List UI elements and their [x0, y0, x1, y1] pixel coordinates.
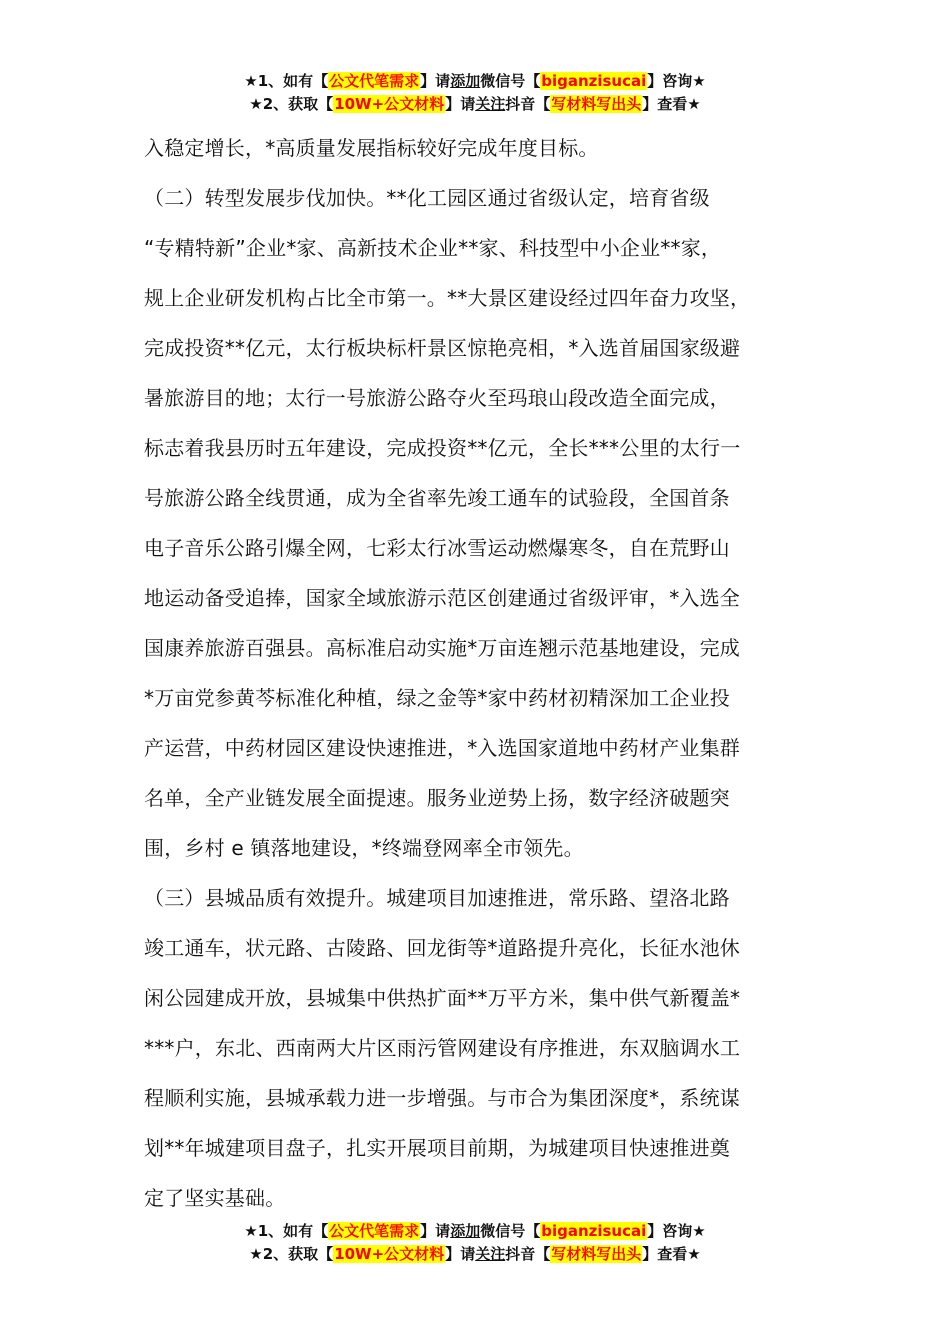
body-text-line: （三）县城品质有效提升。城建项目加速推进，常乐路、望洛北路 — [144, 886, 730, 910]
body-text-line: 入稳定增长，*高质量发展指标较好完成年度目标。 — [144, 136, 599, 160]
body-text-line: 地运动备受追捧，国家全域旅游示范区创建通过省级评审，*入选全 — [144, 586, 740, 610]
highlight-text: 公文代笔需求 — [329, 1222, 420, 1240]
banner-text: 抖音【 — [505, 1245, 551, 1263]
body-text-line: 规上企业研发机构占比全市第一。**大景区建设经过四年奋力攻坚， — [144, 286, 751, 310]
body-text-line: 电子音乐公路引爆全网，七彩太行冰雪运动燃爆寒冬，自在荒野山 — [144, 536, 730, 560]
douyin-id-highlight: 写材料写出头 — [551, 1245, 642, 1263]
footer-banner — [0, 1220, 950, 1266]
body-text-line: ***户，东北、西南两大片区雨污管网建设有序推进，东双脑调水工 — [144, 1036, 741, 1060]
banner-text: 】咨询★ — [647, 72, 706, 90]
body-text-line: （二）转型发展步伐加快。**化工园区通过省级认定，培育省级 — [144, 186, 710, 210]
body-text-line: 名单，全产业链发展全面提速。服务业逆势上扬，数字经济破题突 — [144, 786, 730, 810]
douyin-id-highlight: 写材料写出头 — [551, 95, 642, 113]
highlight-text: 公文代笔需求 — [329, 72, 420, 90]
banner-text: 】查看★ — [642, 95, 701, 113]
body-text-line: 程顺利实施，县城承载力进一步增强。与市合为集团深度*，系统谋 — [144, 1086, 740, 1110]
wechat-id-highlight: biganzisucai — [541, 72, 647, 90]
banner-line-2 — [0, 93, 950, 116]
body-text-line: “专精特新”企业*家、高新技术企业**家、科技型中小企业**家， — [144, 236, 722, 260]
wechat-id-highlight: biganzisucai — [541, 1222, 647, 1240]
document-body — [144, 123, 824, 1223]
banner-text: 抖音【 — [505, 95, 551, 113]
underlined-text: 关注 — [475, 95, 506, 113]
banner-line-2 — [0, 1243, 950, 1266]
banner-text: ★1、如有【 — [244, 1222, 329, 1240]
body-text-line: 号旅游公路全线贯通，成为全省率先竣工通车的试验段，全国首条 — [144, 486, 730, 510]
banner-text: 】咨询★ — [647, 1222, 706, 1240]
banner-text: 】请 — [420, 1222, 451, 1240]
body-text-line: 围，乡村 e 镇落地建设，*终端登网率全市领先。 — [144, 836, 584, 860]
body-text-line: 完成投资**亿元，太行板块标杆景区惊艳亮相，*入选首届国家级避 — [144, 336, 741, 360]
banner-text: 微信号【 — [480, 72, 541, 90]
body-text-line: 闲公园建成开放，县城集中供热扩面**万平方米，集中供气新覆盖* — [144, 986, 741, 1010]
banner-text: 微信号【 — [480, 1222, 541, 1240]
banner-text: 】请 — [445, 1245, 476, 1263]
body-text-line: 定了坚实基础。 — [144, 1186, 286, 1210]
body-text-line: 国康养旅游百强县。高标准启动实施*万亩连翘示范基地建设，完成 — [144, 636, 740, 660]
banner-line-1 — [0, 70, 950, 93]
banner-text: ★2、获取【 — [249, 1245, 334, 1263]
header-banner — [0, 70, 950, 116]
banner-line-1 — [0, 1220, 950, 1243]
highlight-text: 10W+公文材料 — [334, 95, 445, 113]
underlined-text: 添加 — [450, 72, 481, 90]
body-text-line: 标志着我县历时五年建设，完成投资**亿元，全长***公里的太行一 — [144, 436, 741, 460]
banner-text: 】请 — [420, 72, 451, 90]
banner-text: ★2、获取【 — [249, 95, 334, 113]
body-text-line: 竣工通车，状元路、古陵路、回龙街等*道路提升亮化，长征水池休 — [144, 936, 740, 960]
banner-text: 】查看★ — [642, 1245, 701, 1263]
body-text-line: 划**年城建项目盘子，扎实开展项目前期，为城建项目快速推进奠 — [144, 1136, 730, 1160]
underlined-text: 添加 — [450, 1222, 481, 1240]
banner-text: ★1、如有【 — [244, 72, 329, 90]
underlined-text: 关注 — [475, 1245, 506, 1263]
highlight-text: 10W+公文材料 — [334, 1245, 445, 1263]
body-text-line: 产运营，中药材园区建设快速推进，*入选国家道地中药材产业集群 — [144, 736, 740, 760]
banner-text: 】请 — [445, 95, 476, 113]
body-text-line: 暑旅游目的地；太行一号旅游公路夺火至玛琅山段改造全面完成， — [144, 386, 730, 410]
body-text-line: *万亩党参黄芩标准化种植，绿之金等*家中药材初精深加工企业投 — [144, 686, 730, 710]
